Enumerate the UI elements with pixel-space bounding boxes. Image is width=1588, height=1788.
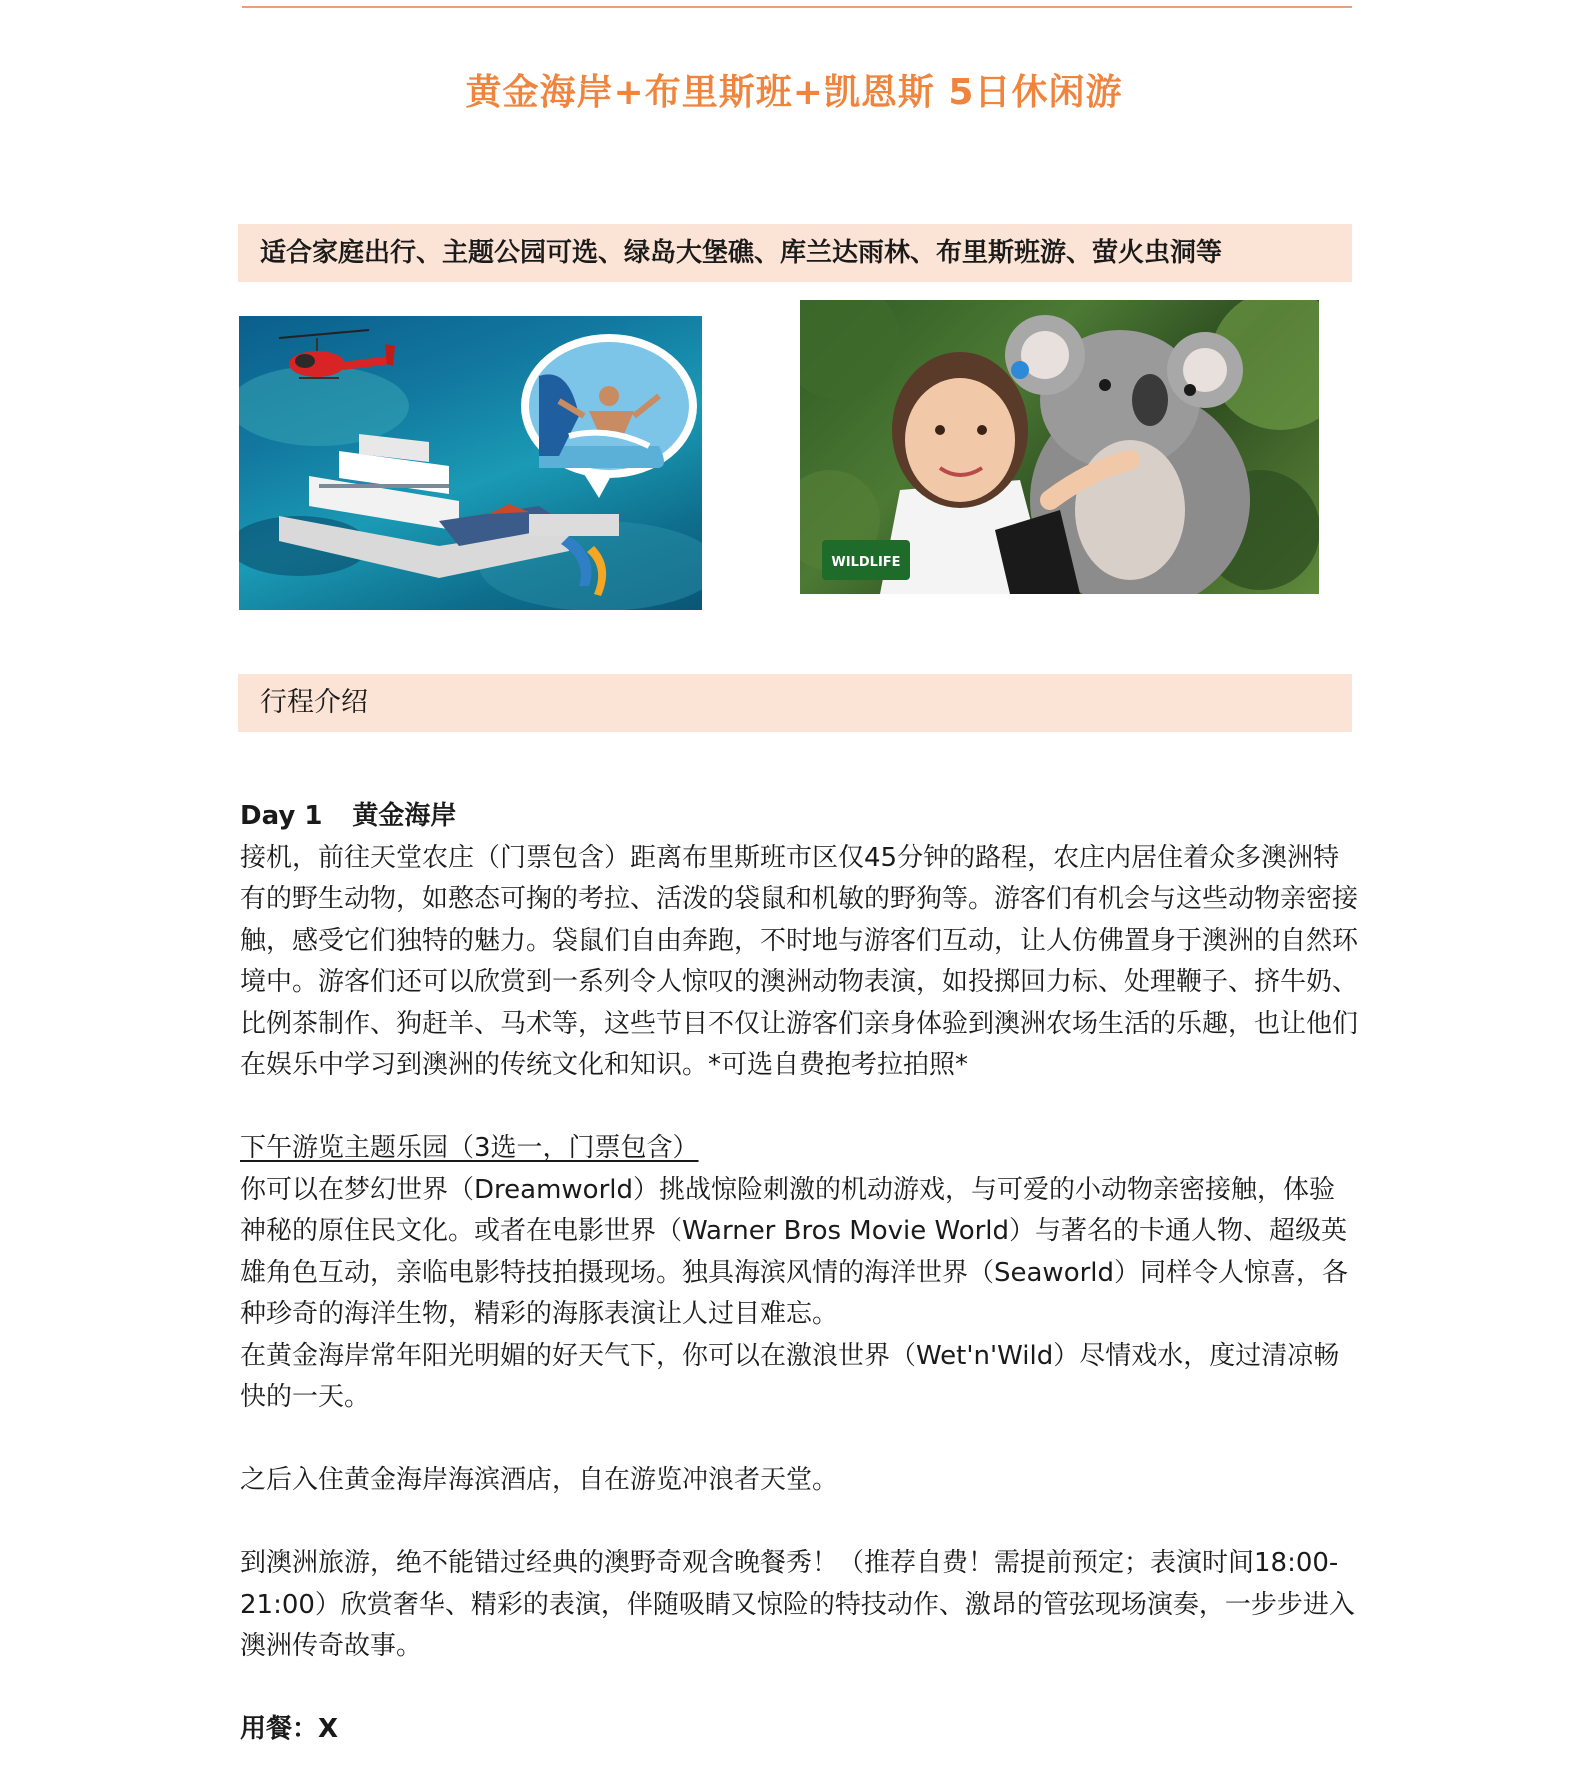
day1-meal: 用餐：X: [240, 1714, 339, 1744]
day1-subheading-themepark: [240, 1128, 1360, 1170]
day1-paragraph-hotel: 之后入住黄金海岸海滨酒店，自在游览冲浪者天堂。: [240, 1465, 839, 1495]
itinerary-band: 行程介绍: [238, 674, 1352, 732]
reef-illustration: [239, 316, 702, 610]
day1-paragraph-show: 到澳洲旅游，绝不能错过经典的澳野奇观含晚餐秀！（推荐自费！需提前预定；表演时间18:00-21:00）欣赏奢华、精彩的表演，伴随吸睛又惊险的特技动作、激昂的管弦现场演奏，一步步进入澳洲传奇故事。: [240, 1548, 1355, 1661]
reef-pontoon-photo: [239, 316, 702, 610]
koala-girl-photo: [800, 300, 1319, 594]
themepark-subheading-text: 下午游览主题乐园（3选一，门票包含）: [240, 1133, 699, 1163]
page-title: 黄金海岸+布里斯班+凯恩斯 5日休闲游: [465, 72, 1123, 113]
day1-paragraph-wetnwild: 在黄金海岸常年阳光明媚的好天气下，你可以在激浪世界（Wet'n'Wild）尽情戏水，度过清凉畅快的一天。: [240, 1340, 1340, 1412]
day1-paragraph-farm: 接机，前往天堂农庄（门票包含）距离布里斯班市区仅45分钟的路程，农庄内居住着众多澳洲特有的野生动物，如憨态可掬的考拉、活泼的袋鼠和机敏的野狗等。游客们有机会与这些动物亲密接触，感受它们独特的魅力。袋鼠们自由奔跑，不时地与游客们互动，让人仿佛置身于澳洲的自然环境中。游客们还可以欣赏到一系列令人惊叹的澳洲动物表演，如投掷回力标、处理鞭子、挤牛奶、比例茶制作、狗赶羊、马术等，这些节目不仅让游客们亲身体验到澳洲农场生活的乐趣，也让他们在娱乐中学习到澳洲的传统文化和知识。*可选自费抱考拉拍照*: [240, 842, 1359, 1080]
koala-illustration: [800, 300, 1319, 594]
svg-text:WILDLIFE: WILDLIFE: [831, 555, 901, 570]
day1-paragraph-themeparks: 你可以在梦幻世界（Dreamworld）挑战惊险刺激的机动游戏，与可爱的小动物亲密接触，体验神秘的原住民文化。或者在电影世界（Warner Bros Movie World）与著名的卡通人物、超级英雄角色互动，亲临电影特技拍摄现场。独具海滨风情的海洋世界（Seaworld）同样令人惊喜，各种珍奇的海洋生物，精彩的海豚表演让人过目难忘。: [240, 1174, 1349, 1329]
day1-place: 黄金海岸: [352, 801, 457, 831]
tags-band: 适合家庭出行、主题公园可选、绿岛大堡礁、库兰达雨林、布里斯班游、萤火虫洞等: [238, 224, 1352, 282]
helicopter-icon: [279, 330, 395, 378]
day1-section: [240, 796, 1360, 1751]
top-rule: [242, 6, 1352, 8]
wildlife-sanctuary-logo: [822, 540, 910, 580]
day1-label: Day 1: [240, 801, 323, 831]
day1-heading: [240, 796, 1360, 838]
water-slide-bubble: [521, 334, 697, 498]
